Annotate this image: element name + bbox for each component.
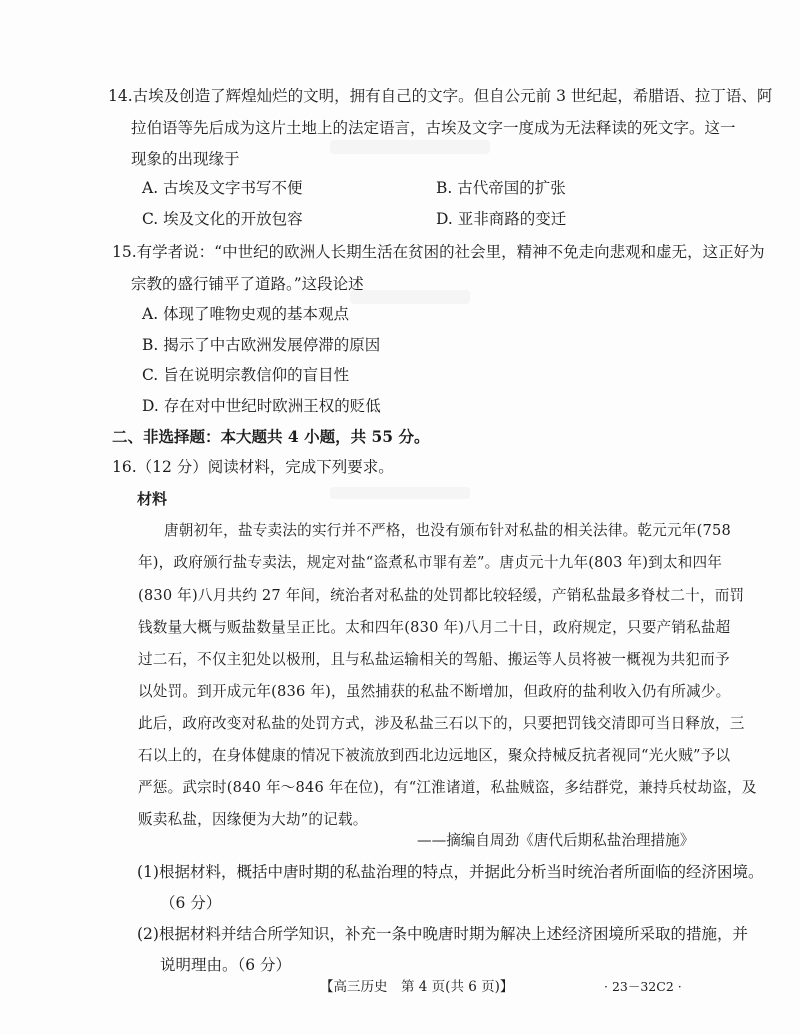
page-footer-label: 【高三历史 第 4 页(共 6 页)】 xyxy=(320,979,514,995)
material-line: 以处罚。到开成元年(836 年)，虽然捕获的私盐不断增加，但政府的盐利收入仍有所减少。 xyxy=(138,683,731,700)
q14-option-c: C. 埃及文化的开放包容 xyxy=(142,210,303,228)
q14-stem-line-1: 14.古埃及创造了辉煌灿烂的文明，拥有自己的文字。但自公元前 3 世纪起，希腊语、拉丁语、阿 xyxy=(108,87,773,105)
q14-option-d: D. 亚非商路的变迁 xyxy=(436,210,567,228)
section-2-heading: 二、非选择题：本大题共 4 小题，共 55 分。 xyxy=(112,427,430,446)
material-line: 唐朝初年，盐专卖法的实行并不严格，也没有颁布针对私盐的相关法律。乾元元年(758 xyxy=(164,522,731,539)
q15-option-c: C. 旨在说明宗教信仰的盲目性 xyxy=(142,366,350,384)
scan-smudge xyxy=(330,140,490,154)
q16-sub1-line-1: (1)根据材料，概括中唐时期的私盐治理的特点，并据此分析当时统治者所面临的经济困境。 xyxy=(137,863,764,881)
material-source: ——摘编自周劲《唐代后期私盐治理措施》 xyxy=(417,832,695,849)
material-label: 材料 xyxy=(137,490,168,508)
q15-stem-line-2: 宗教的盛行铺平了道路。”这段论述 xyxy=(131,275,364,293)
material-line: 年)，政府颁行盐专卖法，规定对盐“盗煮私市罪有差”。唐贞元十九年(803 年)到太和四年 xyxy=(138,554,723,571)
q15-option-a: A. 体现了唯物史观的基本观点 xyxy=(142,305,350,323)
q16-stem: 16.（12 分）阅读材料，完成下列要求。 xyxy=(112,458,394,476)
material-line: 此后，政府改变对私盐的处罚方式，涉及私盐三石以下的，只要把罚钱交清即可当日释放，三 xyxy=(138,715,745,732)
q15-option-d: D. 存在对中世纪时欧洲王权的贬低 xyxy=(142,397,381,415)
material-line: (830 年)八月共约 27 年间，统治者对私盐的处罚都比较轻缓，产销私盐最多脊杖二十，而罚 xyxy=(138,587,745,604)
material-line: 严惩。武宗时(840 年～846 年在位)，有“江淮诸道，私盐贼盗，多结群党，兼持兵杖劫盗，及 xyxy=(138,779,757,796)
q14-stem-line-3: 现象的出现缘于 xyxy=(131,150,240,168)
scan-smudge xyxy=(330,487,470,499)
q14-stem-line-2: 拉伯语等先后成为这片土地上的法定语言，古埃及文字一度成为无法释读的死文字。这一 xyxy=(131,119,736,137)
material-line: 钱数量大概与贩盐数量呈正比。太和四年(830 年)八月二十日，政府规定，只要产销私盐超 xyxy=(138,619,731,636)
q15-option-b: B. 揭示了中古欧洲发展停滞的原因 xyxy=(142,336,381,354)
page-footer-code: · 23－32C2 · xyxy=(604,979,682,994)
q15-stem-line-1: 15.有学者说：“中世纪的欧洲人长期生活在贫困的社会里，精神不免走向悲观和虚无，这正好为 xyxy=(112,243,765,261)
q16-sub2-line-2: 说明理由。（6 分） xyxy=(160,956,292,974)
q16-sub2-line-1: (2)根据材料并结合所学知识，补充一条中晚唐时期为解决上述经济困境所采取的措施，并 xyxy=(137,925,748,943)
material-line: 石以上的，在身体健康的情况下被流放到西北边远地区，聚众持械反抗者视同“光火贼”予以 xyxy=(138,747,731,764)
scan-smudge xyxy=(350,290,470,304)
q14-option-b: B. 古代帝国的扩张 xyxy=(436,179,566,197)
material-line: 过二石，不仅主犯处以极刑，且与私盐运输相关的驾船、搬运等人员将被一概视为共犯而予 xyxy=(138,651,730,668)
material-line: 贩卖私盐，因缘便为大劫”的记载。 xyxy=(138,811,368,828)
q16-sub1-line-2: （6 分） xyxy=(160,894,222,912)
q14-option-a: A. 古埃及文字书写不便 xyxy=(142,179,303,197)
